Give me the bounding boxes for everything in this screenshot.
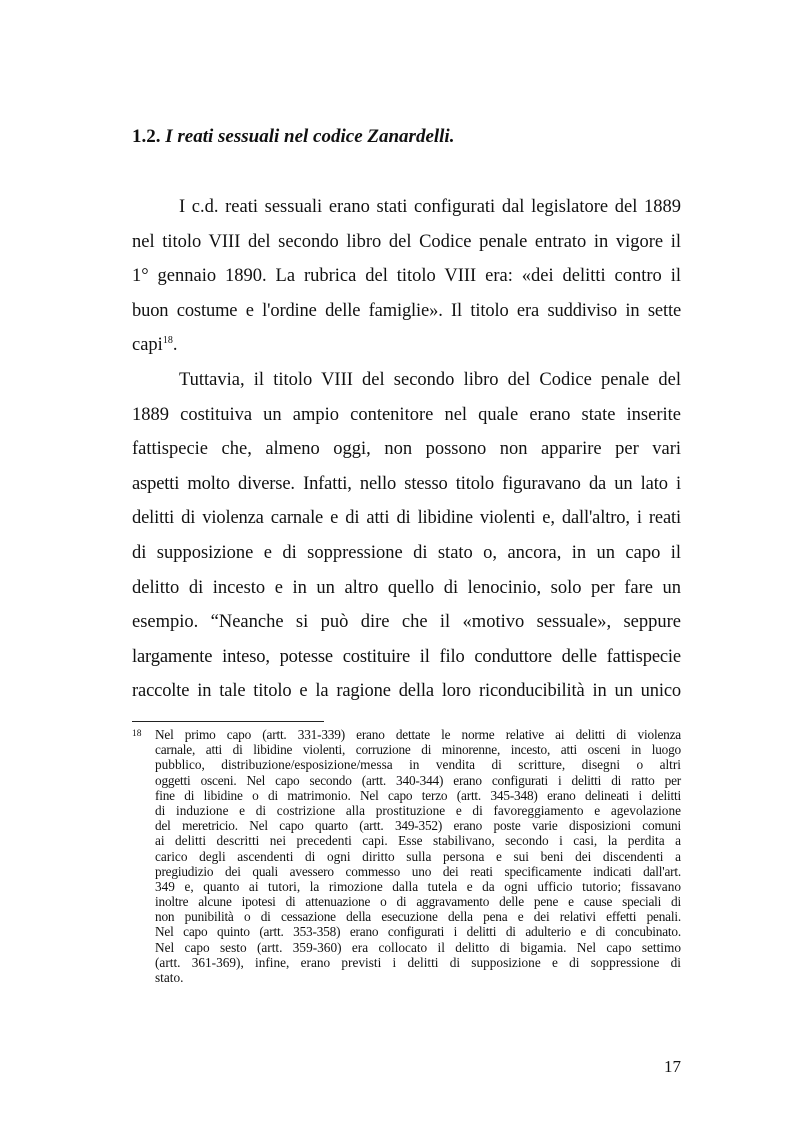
- text-line: aspetti molto diverse. Infatti, nello stesso titolo figuravano da un lato i: [132, 473, 681, 494]
- section-number: 1.2.: [132, 126, 161, 147]
- footnote-line: (artt. 361-369), infine, erano previsti i delitti di supposizione e di soppressione di: [155, 954, 681, 970]
- text-line: Tuttavia, il titolo VIII del secondo libro del Codice penale del: [179, 369, 681, 390]
- section-heading: [132, 124, 692, 150]
- text-line: buon costume e l'ordine delle famiglie». Il titolo era suddiviso in sette: [132, 300, 681, 321]
- footnote-line: inoltre alcune ipotesi di attenuazione o di aggravamento delle pene e cause speciali di: [155, 894, 681, 910]
- footnote-line: Nel primo capo (artt. 331-339) erano dettate le norme relative ai delitti di violenza: [155, 727, 681, 742]
- footnote-line: ai delitti descritti nei precedenti capi. Esse stabilivano, secondo i casi, la perdita a: [155, 833, 681, 849]
- page-number: 17: [664, 1057, 681, 1076]
- paragraph-2: [132, 363, 681, 709]
- last-line-text: capi: [132, 335, 163, 356]
- section-title: I reati sessuali nel codice Zanardelli.: [165, 126, 455, 147]
- text-line: largamente inteso, potesse costituire il filo conduttore delle fattispecie: [132, 646, 681, 667]
- footnote-line: non punibilità o di cessazione della esecuzione della pena e dei relativi effetti penali.: [155, 909, 681, 925]
- text-line: nel titolo VIII del secondo libro del Codice penale entrato in vigore il: [132, 231, 681, 252]
- text-line: delitti di violenza carnale e di atti di libidine violenti e, dall'altro, i reati: [132, 508, 681, 529]
- text-line: I c.d. reati sessuali erano stati configurati dal legislatore del 1889: [179, 197, 681, 217]
- text-line: delitto di incesto e in un altro quello di lenocinio, solo per fare un: [132, 577, 681, 598]
- footnote-line: di induzione e di costrizione alla prostituzione e di favoreggiamento e agevolazione: [155, 802, 681, 818]
- text-line: 1889 costituiva un ampio contenitore nel quale erano state inserite: [132, 404, 681, 425]
- footnote-line: carnale, atti di libidine violenti, corruzione di minorenne, incesto, atti osceni in luogo: [155, 742, 681, 758]
- text-line: [132, 328, 681, 363]
- footnote-line: pregiudizio dei quali avessero commesso uno dei reati specificamente indicati dall'art.: [155, 863, 681, 879]
- text-line: esempio. “Neanche si può dire che il «motivo sessuale», seppure: [132, 612, 681, 633]
- footnote-line: Nel capo sesto (artt. 359-360) era collocato il delitto di bigamia. Nel capo settimo: [155, 939, 681, 955]
- text-line: raccolte in tale titolo e la ragione della loro riconducibilità in un unico: [132, 681, 681, 702]
- footnote-line: Nel capo quinto (artt. 353-358) erano configurati i delitti di adulterio e di concubinato.: [155, 924, 681, 940]
- footnote-separator: [132, 721, 324, 722]
- footnote-18: [132, 727, 681, 985]
- footnote-line: carico degli ascendenti di ogni diritto sulla persona e sui beni dei discendenti a: [155, 848, 681, 864]
- footnote-line: fine di libidine o di matrimonio. Nel capo terzo (artt. 345-348) erano delineati i delitti: [155, 787, 681, 803]
- text-line: 1° gennaio 1890. La rubrica del titolo VIII era: «dei delitti contro il: [132, 266, 681, 287]
- paragraph-1: [132, 190, 681, 363]
- footnote-number: 18: [132, 729, 142, 739]
- footnote-line: oggetti osceni. Nel capo secondo (artt. 340-344) erano configurati i delitti di ratto per: [155, 772, 681, 788]
- footnote-line: 349 e, quanto ai tutori, la rimozione dalla tutela e da ogni ufficio tutorio; fissavano: [155, 878, 681, 894]
- footnote-reference: 18: [162, 335, 173, 347]
- main-text: [132, 190, 681, 709]
- footnote-line: del meretricio. Nel capo quarto (artt. 349-352) erano poste varie disposizioni comuni: [155, 818, 681, 834]
- text-line: fattispecie che, almeno oggi, non possono non apparire per vari: [132, 439, 681, 460]
- text-line: di supposizione e di soppressione di stato o, ancora, in un capo il: [132, 542, 681, 563]
- footnote-body: [155, 727, 681, 985]
- footnote-line: pubblico, distribuzione/esposizione/messa in vendita di scritture, disegni o altri: [155, 757, 681, 773]
- last-line-tail: .: [172, 335, 178, 356]
- footnote-line: stato.: [155, 970, 184, 985]
